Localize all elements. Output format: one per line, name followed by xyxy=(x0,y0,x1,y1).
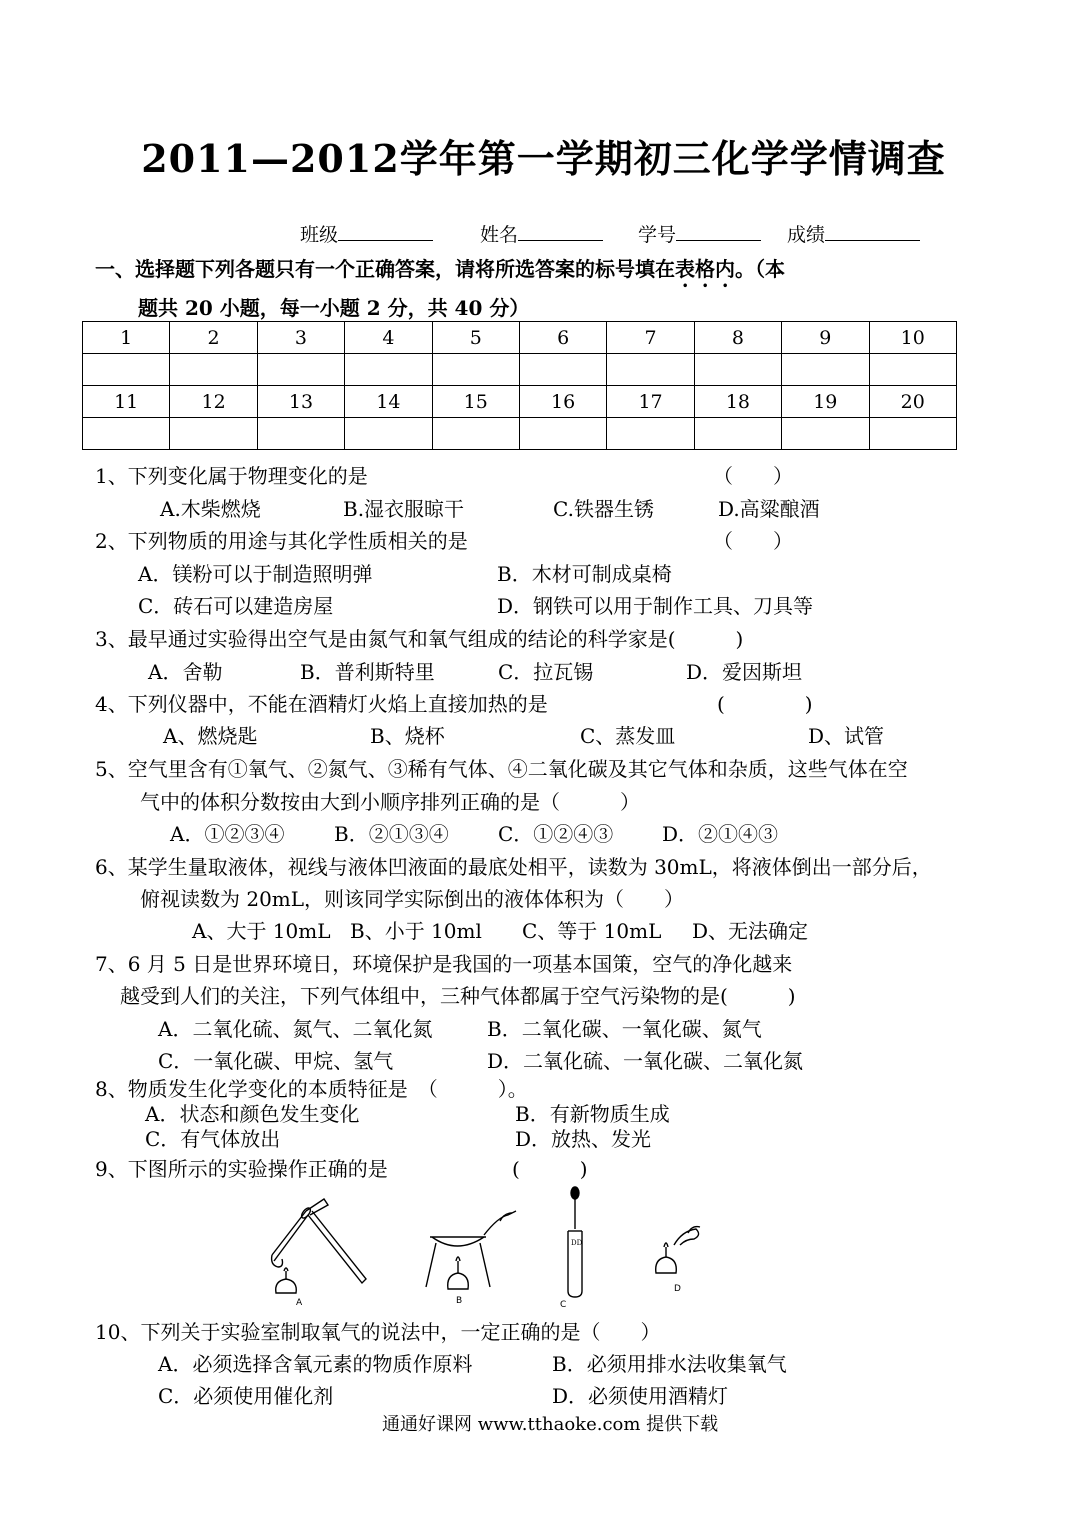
question-10-option-b: B．必须用排水法收集氧气 xyxy=(552,1352,787,1376)
question-6-option-a: A、大于 10mL xyxy=(192,919,331,943)
answer-cell[interactable] xyxy=(782,418,869,450)
footer-source: 通通好课网 www.tthaoke.com 提供下载 xyxy=(382,1414,719,1435)
answer-cell[interactable] xyxy=(83,354,170,386)
question-7-option-d: D．二氧化硫、一氧化碳、二氧化氮 xyxy=(487,1049,804,1073)
question-4-option-c: C、蒸发皿 xyxy=(580,724,676,748)
figure-d-label: D xyxy=(674,1284,681,1294)
table-row xyxy=(83,354,957,386)
section-heading-tail: 。（本 xyxy=(735,257,785,281)
name-label: 姓名 xyxy=(480,224,519,246)
figure-b-label: B xyxy=(456,1296,463,1306)
answer-table xyxy=(82,321,957,450)
question-1-stem: 1、下列变化属于物理变化的是 xyxy=(95,464,368,488)
question-4-answer-paren[interactable]: ( ) xyxy=(717,692,813,716)
question-3-option-c: C．拉瓦锡 xyxy=(498,660,594,684)
answer-cell[interactable] xyxy=(170,354,257,386)
table-cell: 8 xyxy=(694,322,781,354)
answer-cell[interactable] xyxy=(83,418,170,450)
svg-text:DD: DD xyxy=(571,1239,583,1247)
question-8-option-b: B．有新物质生成 xyxy=(515,1102,670,1126)
class-field xyxy=(300,220,433,247)
question-3-option-a: A．舍勒 xyxy=(148,660,223,684)
table-cell: 1 xyxy=(83,322,170,354)
table-cell: 13 xyxy=(257,386,344,418)
table-cell: 5 xyxy=(432,322,519,354)
number-blank[interactable] xyxy=(676,222,761,241)
table-row xyxy=(83,386,957,418)
section-heading-line2: 题共 20 小题，每一小题 2 分，共 40 分） xyxy=(138,296,530,320)
section-heading-emph: 表格内 xyxy=(675,257,735,281)
table-cell: 4 xyxy=(345,322,432,354)
table-cell: 19 xyxy=(782,386,869,418)
question-5-option-a: A．①②③④ xyxy=(170,822,285,846)
question-5-stem-line1: 5、空气里含有①氧气、②氮气、③稀有气体、④二氧化碳及其它气体和杂质，这些气体在空 xyxy=(95,757,908,781)
class-blank[interactable] xyxy=(338,222,433,241)
table-cell: 7 xyxy=(607,322,694,354)
question-5-option-c: C．①②④③ xyxy=(498,822,614,846)
question-6-stem-line1: 6、某学生量取液体，视线与液体凹液面的最底处相平，读数为 30mL，将液体倒出一部分后， xyxy=(95,855,932,879)
question-10-option-c: C．必须使用催化剂 xyxy=(158,1384,334,1408)
figure-c-label: C xyxy=(560,1300,567,1310)
table-cell: 10 xyxy=(869,322,956,354)
table-cell: 17 xyxy=(607,386,694,418)
figure-a-label: A xyxy=(296,1298,303,1308)
lab-operations-figure xyxy=(262,1183,722,1311)
figure-a-heating-test-tube xyxy=(272,1199,366,1293)
question-1-answer-paren[interactable]: （ ） xyxy=(713,464,793,488)
table-cell: 18 xyxy=(694,386,781,418)
question-3-stem: 3、最早通过实验得出空气是由氮气和氧气组成的结论的科学家是( ) xyxy=(95,627,744,651)
number-label: 学号 xyxy=(638,224,677,246)
question-10-option-a: A．必须选择含氧元素的物质作原料 xyxy=(158,1352,473,1376)
question-4-option-b: B、烧杯 xyxy=(370,724,445,748)
table-cell: 2 xyxy=(170,322,257,354)
question-6-stem-line2: 俯视读数为 20mL，则该同学实际倒出的液体体积为（ ） xyxy=(140,887,685,911)
answer-cell[interactable] xyxy=(257,354,344,386)
answer-cell[interactable] xyxy=(345,354,432,386)
answer-cell[interactable] xyxy=(345,418,432,450)
question-2-option-b: B．木材可制成桌椅 xyxy=(497,562,672,586)
question-7-option-a: A．二氧化硫、氮气、二氧化氮 xyxy=(158,1017,433,1041)
question-7-option-b: B．二氧化碳、一氧化碳、氮气 xyxy=(487,1017,762,1041)
question-8-option-c: C．有气体放出 xyxy=(145,1127,281,1151)
section-heading-text: 一、选择题下列各题只有一个正确答案，请将所选答案的标号填在 xyxy=(95,257,675,281)
question-6-option-b: B、小于 10ml xyxy=(350,919,482,943)
question-5-option-d: D．②①④③ xyxy=(662,822,779,846)
table-cell: 11 xyxy=(83,386,170,418)
answer-cell[interactable] xyxy=(869,418,956,450)
question-1-option-d: D.高粱酿酒 xyxy=(718,497,820,521)
question-7-option-c: C．一氧化碳、甲烷、氢气 xyxy=(158,1049,394,1073)
question-8-stem: 8、物质发生化学变化的本质特征是 （ ）。 xyxy=(95,1077,528,1101)
answer-cell[interactable] xyxy=(519,354,606,386)
question-8-option-a: A．状态和颜色发生变化 xyxy=(145,1102,360,1126)
figure-d-lighting-lamp xyxy=(656,1227,700,1273)
question-6-option-d: D、无法确定 xyxy=(692,919,809,943)
number-field xyxy=(638,220,761,247)
question-8-option-d: D．放热、发光 xyxy=(515,1127,652,1151)
score-blank[interactable] xyxy=(825,222,920,241)
table-row xyxy=(83,322,957,354)
question-7-stem-line2: 越受到人们的关注，下列气体组中，三种气体都属于空气污染物的是( ) xyxy=(120,984,796,1008)
answer-cell[interactable] xyxy=(782,354,869,386)
question-2-option-a: A．镁粉可以于制造照明弹 xyxy=(138,562,373,586)
question-5-stem-line2: 气中的体积分数按由大到小顺序排列正确的是（ ） xyxy=(140,790,640,814)
class-label: 班级 xyxy=(300,224,339,246)
section-heading-line1 xyxy=(95,253,785,292)
score-label: 成绩 xyxy=(787,224,826,246)
table-cell: 6 xyxy=(519,322,606,354)
answer-cell[interactable] xyxy=(694,354,781,386)
page-title: 2011—2012学年第一学期初三化学学情调查 xyxy=(141,136,946,181)
question-2-option-c: C．砖石可以建造房屋 xyxy=(138,594,334,618)
answer-cell[interactable] xyxy=(694,418,781,450)
table-cell: 20 xyxy=(869,386,956,418)
question-7-stem-line1: 7、6 月 5 日是世界环境日，环境保护是我国的一项基本国策，空气的净化越来 xyxy=(95,952,793,976)
table-row xyxy=(83,418,957,450)
name-field xyxy=(480,220,603,247)
question-10-stem: 10、下列关于实验室制取氧气的说法中，一定正确的是（ ） xyxy=(95,1320,661,1344)
score-field xyxy=(787,220,920,247)
question-6-option-c: C、等于 10mL xyxy=(522,919,662,943)
answer-cell[interactable] xyxy=(432,418,519,450)
question-3-option-d: D．爱因斯坦 xyxy=(686,660,803,684)
question-10-option-d: D．必须使用酒精灯 xyxy=(552,1384,729,1408)
question-4-option-a: A、燃烧匙 xyxy=(163,724,258,748)
question-4-option-d: D、试管 xyxy=(808,724,885,748)
answer-cell[interactable] xyxy=(607,354,694,386)
name-blank[interactable] xyxy=(518,222,603,241)
question-1-option-a: A.木柴燃烧 xyxy=(160,497,261,521)
question-4-stem: 4、下列仪器中，不能在酒精灯火焰上直接加热的是 xyxy=(95,692,548,716)
question-1-option-c: C.铁器生锈 xyxy=(553,497,654,521)
answer-cell[interactable] xyxy=(257,418,344,450)
table-cell: 3 xyxy=(257,322,344,354)
question-3-option-b: B．普利斯特里 xyxy=(300,660,435,684)
figure-c-dropper-test-tube xyxy=(568,1187,583,1297)
question-5-option-b: B．②①③④ xyxy=(334,822,449,846)
question-9-stem: 9、下图所示的实验操作正确的是 xyxy=(95,1157,388,1181)
figure-b-tripod-heating xyxy=(426,1211,516,1289)
question-2-stem: 2、下列物质的用途与其化学性质相关的是 xyxy=(95,529,468,553)
question-2-option-d: D．钢铁可以用于制作工具、刀具等 xyxy=(497,594,814,618)
answer-cell[interactable] xyxy=(869,354,956,386)
question-1-option-b: B.湿衣服晾干 xyxy=(343,497,465,521)
table-cell: 12 xyxy=(170,386,257,418)
table-cell: 14 xyxy=(345,386,432,418)
answer-cell[interactable] xyxy=(607,418,694,450)
table-cell: 16 xyxy=(519,386,606,418)
table-cell: 15 xyxy=(432,386,519,418)
table-cell: 9 xyxy=(782,322,869,354)
answer-cell[interactable] xyxy=(170,418,257,450)
question-2-answer-paren[interactable]: （ ） xyxy=(713,529,793,553)
question-9-answer-paren[interactable]: ( ) xyxy=(512,1157,588,1181)
answer-cell[interactable] xyxy=(519,418,606,450)
answer-cell[interactable] xyxy=(432,354,519,386)
